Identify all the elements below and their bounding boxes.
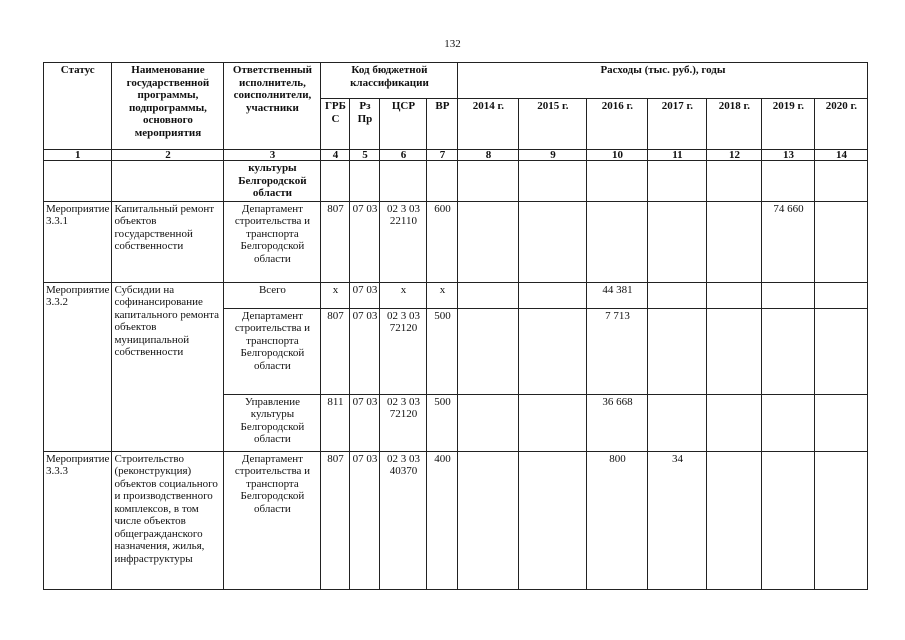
header-code-group: Код бюджетной классификации	[321, 63, 458, 99]
header-grbs: ГРБ С	[321, 99, 350, 150]
column-number: 4	[321, 150, 350, 161]
row-value-2018	[707, 451, 762, 589]
row-value-2017	[648, 282, 707, 308]
measure-name: Субсидии на софинансирование капитального ремонта объектов муниципальной собственности	[112, 282, 224, 451]
column-number: 1	[44, 150, 112, 161]
row-rzpr: 07 03	[350, 282, 380, 308]
column-number: 2	[112, 150, 224, 161]
row-value-2020	[815, 451, 868, 589]
row-value-2014	[458, 451, 519, 589]
row-value-2016	[587, 201, 648, 282]
row-value-2020	[815, 308, 868, 394]
row-value-2014	[458, 201, 519, 282]
row-vr: 600	[427, 201, 458, 282]
row-value-2017	[648, 394, 707, 451]
row-grbs: x	[321, 282, 350, 308]
row-value-2019	[762, 282, 815, 308]
row-value-2014	[458, 394, 519, 451]
row-value-2015	[519, 282, 587, 308]
row-rzpr: 07 03	[350, 451, 380, 589]
header-expenses-group: Расходы (тыс. руб.), годы	[458, 63, 868, 99]
row-value-2018	[707, 394, 762, 451]
column-number: 13	[762, 150, 815, 161]
measure-status: Мероприятие 3.3.2	[44, 282, 112, 451]
row-value-2018	[707, 308, 762, 394]
row-executor: Департамент строительства и транспорта Белгородской области	[224, 201, 321, 282]
header-executor: Ответственный исполнитель, соисполнители, участники	[224, 63, 321, 150]
continuation-executor: культуры Белгородской области	[224, 161, 321, 202]
column-number: 9	[519, 150, 587, 161]
row-grbs: 811	[321, 394, 350, 451]
row-executor: Управление культуры Белгородской области	[224, 394, 321, 451]
row-value-2018	[707, 201, 762, 282]
header-status: Статус	[44, 63, 112, 150]
row-value-2015	[519, 451, 587, 589]
row-value-2016: 7 713	[587, 308, 648, 394]
row-csr: 02 3 03 22110	[380, 201, 427, 282]
budget-table	[43, 62, 868, 590]
header-vr: ВР	[427, 99, 458, 150]
column-number: 14	[815, 150, 868, 161]
row-value-2018	[707, 282, 762, 308]
table-row	[44, 451, 868, 589]
header-year: 2015 г.	[519, 99, 587, 150]
page-number: 132	[444, 38, 461, 50]
table-row	[44, 282, 868, 308]
row-value-2019	[762, 394, 815, 451]
row-value-2019	[762, 451, 815, 589]
header-year: 2017 г.	[648, 99, 707, 150]
column-number: 10	[587, 150, 648, 161]
row-value-2015	[519, 201, 587, 282]
row-executor: Департамент строительства и транспорта Белгородской области	[224, 451, 321, 589]
column-number: 6	[380, 150, 427, 161]
row-executor: Департамент строительства и транспорта Белгородской области	[224, 308, 321, 394]
row-value-2017: 34	[648, 451, 707, 589]
row-vr: 500	[427, 394, 458, 451]
row-grbs: 807	[321, 308, 350, 394]
row-executor: Всего	[224, 282, 321, 308]
measure-name: Капитальный ремонт объектов государственной собственности	[112, 201, 224, 282]
measure-status: Мероприятие 3.3.3	[44, 451, 112, 589]
measure-name: Строительство (реконструкция) объектов социального и производственного комплексов, в том числе объектов общегражданского назначения, жилья, инфраструктуры	[112, 451, 224, 589]
column-number-row	[44, 150, 868, 161]
row-value-2019: 74 660	[762, 201, 815, 282]
row-vr: 500	[427, 308, 458, 394]
row-vr: 400	[427, 451, 458, 589]
table-row	[44, 161, 868, 202]
row-value-2015	[519, 308, 587, 394]
row-csr: x	[380, 282, 427, 308]
row-csr: 02 3 03 72120	[380, 308, 427, 394]
measure-status: Мероприятие 3.3.1	[44, 201, 112, 282]
row-value-2016: 800	[587, 451, 648, 589]
row-rzpr: 07 03	[350, 308, 380, 394]
column-number: 8	[458, 150, 519, 161]
column-number: 5	[350, 150, 380, 161]
header-year: 2014 г.	[458, 99, 519, 150]
row-grbs: 807	[321, 451, 350, 589]
row-value-2014	[458, 282, 519, 308]
header-csr: ЦСР	[380, 99, 427, 150]
column-number: 3	[224, 150, 321, 161]
header-year: 2016 г.	[587, 99, 648, 150]
header-rzpr: Рз Пр	[350, 99, 380, 150]
header-year: 2020 г.	[815, 99, 868, 150]
row-rzpr: 07 03	[350, 394, 380, 451]
row-value-2016: 44 381	[587, 282, 648, 308]
row-value-2020	[815, 282, 868, 308]
row-value-2014	[458, 308, 519, 394]
table-row	[44, 201, 868, 282]
header-year: 2019 г.	[762, 99, 815, 150]
header-name: Наименование государственной программы, подпрограммы, основного мероприятия	[112, 63, 224, 150]
header-year: 2018 г.	[707, 99, 762, 150]
row-csr: 02 3 03 40370	[380, 451, 427, 589]
row-vr: x	[427, 282, 458, 308]
row-csr: 02 3 03 72120	[380, 394, 427, 451]
column-number: 12	[707, 150, 762, 161]
row-value-2020	[815, 394, 868, 451]
column-number: 7	[427, 150, 458, 161]
row-rzpr: 07 03	[350, 201, 380, 282]
row-value-2016: 36 668	[587, 394, 648, 451]
row-value-2017	[648, 201, 707, 282]
row-value-2020	[815, 201, 868, 282]
row-grbs: 807	[321, 201, 350, 282]
row-value-2015	[519, 394, 587, 451]
row-value-2019	[762, 308, 815, 394]
column-number: 11	[648, 150, 707, 161]
row-value-2017	[648, 308, 707, 394]
